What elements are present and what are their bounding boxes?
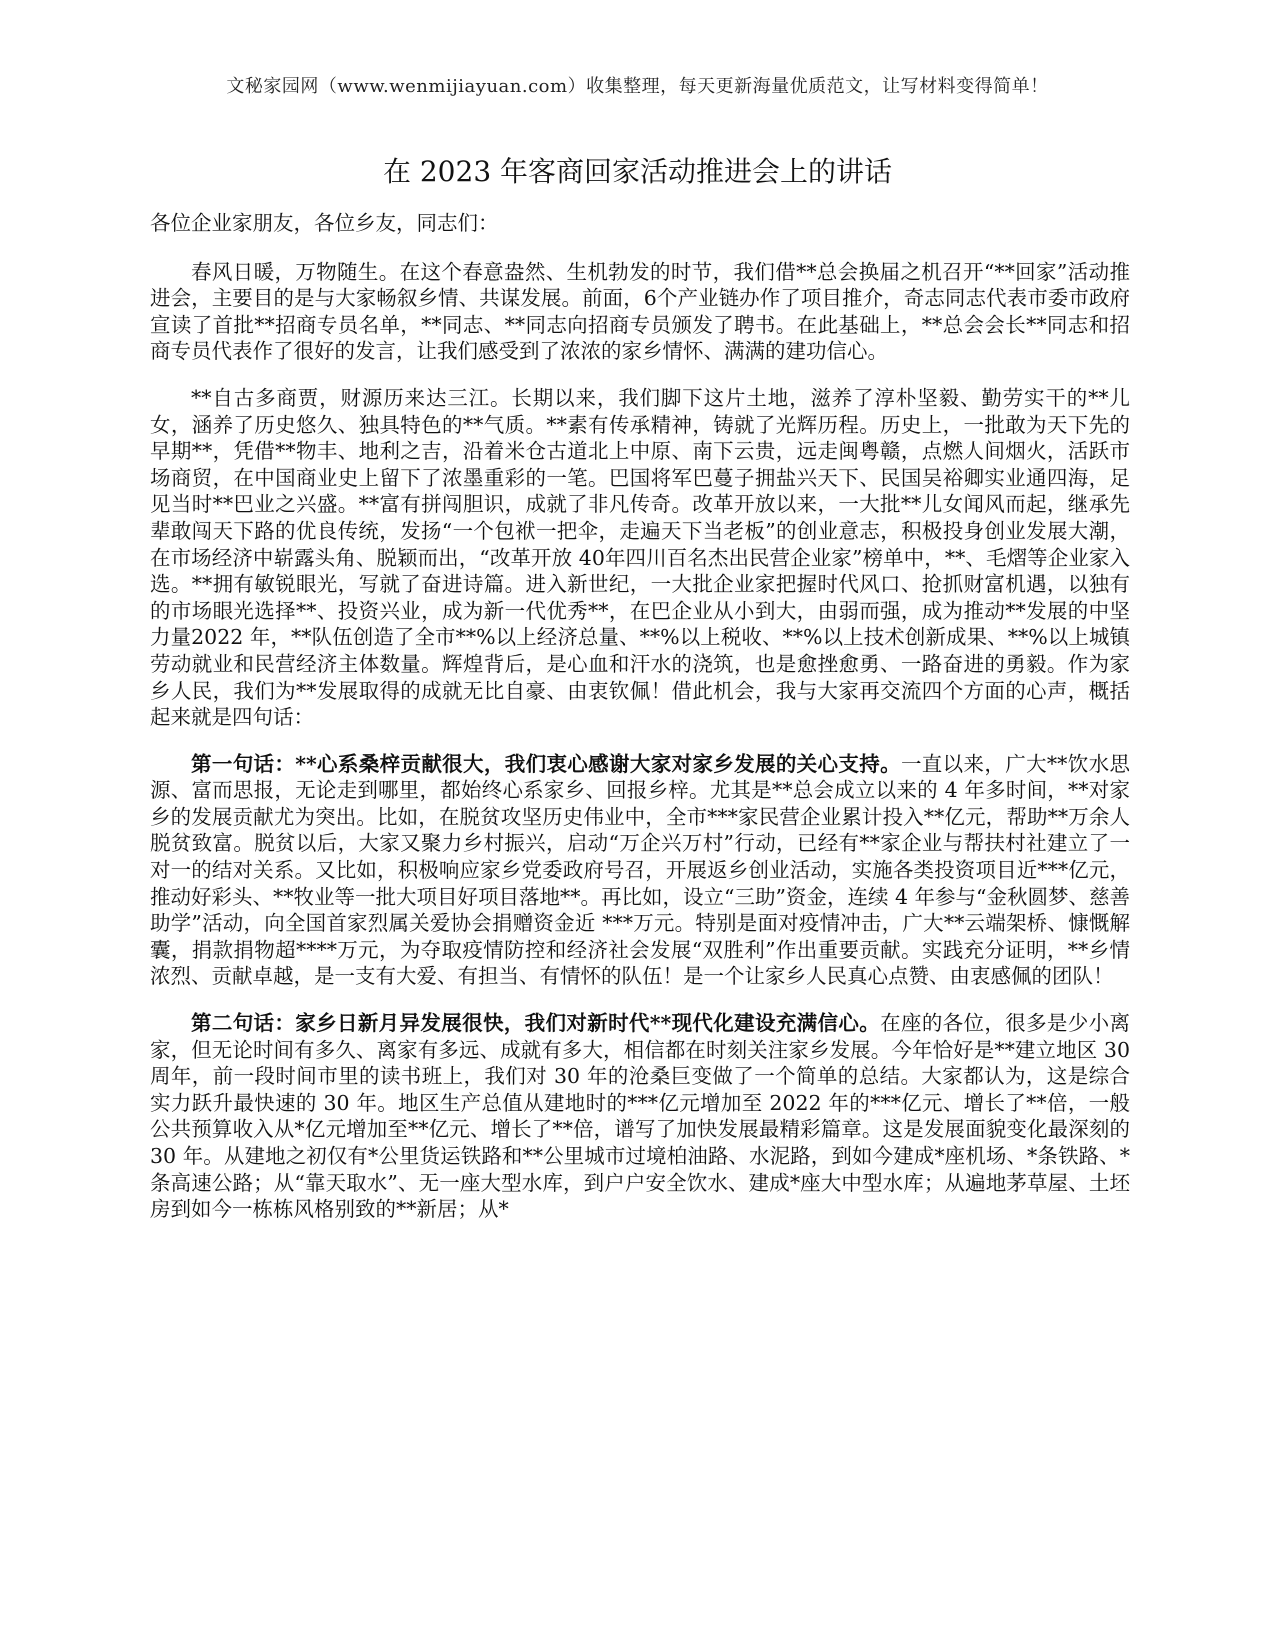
document-body <box>150 210 1130 1223</box>
paragraph-lead: 第二句话：家乡日新月异发展很快，我们对新时代**现代化建设充满信心。 <box>191 1011 881 1036</box>
site-header: 文秘家园网（www.wenmijiayuan.com）收集整理，每天更新海量优质范文，让写材料变得简单！ <box>226 76 1049 97</box>
paragraph-first-point <box>150 751 1130 990</box>
document-title: 在 2023 年客商回家活动推进会上的讲话 <box>382 155 893 188</box>
paragraph-text: 在座的各位，很多是少小离家，但无论时间有多久、离家有多远、成就有多大，相信都在时刻关注家乡发展。今年恰好是**建立地区 30 周年，前一段时间市里的读书班上，我们对 30 年的沧桑巨变做了一个简单的总结。大家都认为，这是综合实力跃升最快速的 30 年。地区生产总值从建地时的***亿元增加至 2022 年的***亿元、增长了**倍，一般公共预算收入从*亿元增加至**亿元、增长了**倍，谱写了加快发展最精彩篇章。这是发展面貌变化最深刻的 30 年。从建地之初仅有*公里货运铁路和**公里城市过境柏油路、水泥路，到如今建成*座机场、*条铁路、*条高速公路；从“靠天取水”、无一座大型水库，到户户安全饮水、建成*座大中型水库；从遍地茅草屋、土坯房到如今一栋栋风格别致的**新居；从* <box>150 1011 1130 1222</box>
paragraph-second-point <box>150 1010 1130 1223</box>
paragraph-opening <box>150 259 1130 365</box>
salutation: 各位企业家朋友，各位乡友，同志们： <box>150 211 499 235</box>
paragraph-text: 一直以来，广大**饮水思源、富而思报，无论走到哪里，都始终心系家乡、回报乡梓。尤其是**总会成立以来的 4 年多时间，**对家乡的发展贡献尤为突出。比如，在脱贫攻坚历史伟业中，全市***家民营企业累计投入**亿元，帮助**万余人脱贫致富。脱贫以后，大家又聚力乡村振兴，启动“万企兴万村”行动，已经有**家企业与帮扶村社建立了一对一的结对关系。又比如，积极响应家乡党委政府号召，开展返乡创业活动，实施各类投资项目近***亿元，推动好彩头、**牧业等一批大项目好项目落地**。再比如，设立“三助”资金，连续 4 年参与“金秋圆梦、慈善助学”活动，向全国首家烈属关爱协会捐赠资金近 ***万元。特别是面对疫情冲击，广大**云端架桥、慷慨解囊，捐款捐物超****万元，为夺取疫情防控和经济社会发展“双胜利”作出重要贡献。实践充分证明，**乡情浓烈、贡献卓越，是一支有大爱、有担当、有情怀的队伍！是一个让家乡人民真心点赞、由衷感佩的团队！ <box>150 751 1131 989</box>
paragraph-lead: 第一句话：**心系桑梓贡献很大，我们衷心感谢大家对家乡发展的关心支持。 <box>191 751 901 776</box>
paragraph-history <box>150 385 1130 731</box>
paragraph-text: **自古多商贾，财源历来达三江。长期以来，我们脚下这片土地，滋养了淳朴坚毅、勤劳实干的**儿女，涵养了历史悠久、独具特色的**气质。**素有传承精神，铸就了光辉历程。历史上，一批敢为天下先的早期**，凭借**物丰、地利之吉，沿着米仓古道北上中原、南下云贵，远走闽粤赣，点燃人间烟火，活跃市场商贸，在中国商业史上留下了浓墨重彩的一笔。巴国将军巴蔓子拥盐兴天下、民国吴裕卿实业通四海，足见当时**巴业之兴盛。**富有拼闯胆识，成就了非凡传奇。改革开放以来，一大批**儿女闻风而起，继承先辈敢闯天下路的优良传统，发扬“一个包袱一把伞，走遍天下当老板”的创业意志，积极投身创业发展大潮，在市场经济中崭露头角、脱颖而出，“改革开放 40年四川百名杰出民营企业家”榜单中，**、毛熠等企业家入选。**拥有敏锐眼光，写就了奋进诗篇。进入新世纪，一大批企业家把握时代风口、抢抓财富机遇，以独有的市场眼光选择**、投资兴业，成为新一代优秀**，在巴企业从小到大，由弱而强，成为推动**发展的中坚力量2022 年，**队伍创造了全市**%以上经济总量、**%以上税收、**%以上技术创新成果、**%以上城镇劳动就业和民营经济主体数量。辉煌背后，是心血和汗水的浇筑，也是愈挫愈勇、一路奋进的勇毅。作为家乡人民，我们为**发展取得的成就无比自豪、由衷钦佩！借此机会，我与大家再交流四个方面的心声，概括起来就是四句话： <box>150 385 1130 730</box>
paragraph-text: 春风日暖，万物随生。在这个春意盎然、生机勃发的时节，我们借**总会换届之机召开“**回家”活动推进会，主要目的是与大家畅叙乡情、共谋发展。前面，6个产业链办作了项目推介，奇志同志代表市委市政府宣读了首批**招商专员名单，**同志、**同志向招商专员颁发了聘书。在此基础上，**总会会长**同志和招商专员代表作了很好的发言，让我们感受到了浓浓的家乡情怀、满满的建功信心。 <box>150 259 1130 364</box>
